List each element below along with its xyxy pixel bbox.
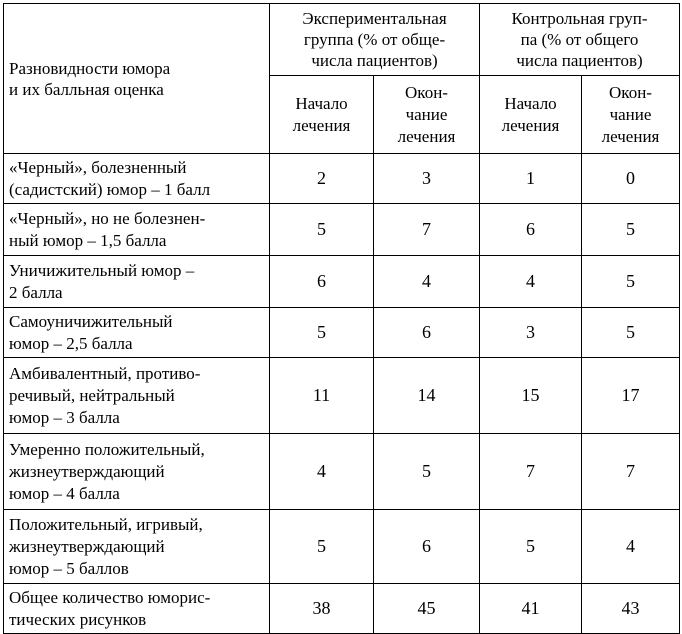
header-group-line: числа пациентов) bbox=[311, 51, 438, 70]
header-category-line: Разновидности юмора bbox=[9, 58, 171, 78]
row-label-line: тических рисунков bbox=[9, 609, 147, 629]
cell-ctrl-start: 3 bbox=[480, 308, 582, 358]
row-label-line: (садистский) юмор – 1 балл bbox=[9, 179, 211, 199]
row-label-line: Уничижительный юмор – bbox=[9, 260, 195, 280]
humor-table bbox=[3, 3, 680, 634]
row-label bbox=[4, 256, 270, 308]
cell-ctrl-end: 7 bbox=[582, 434, 680, 510]
cell-exp-start: 4 bbox=[270, 434, 374, 510]
cell-exp-end: 7 bbox=[374, 204, 480, 256]
header-group-line: Контрольная груп- bbox=[511, 9, 648, 28]
table-row bbox=[4, 204, 680, 256]
cell-ctrl-end: 0 bbox=[582, 154, 680, 204]
row-label-line: речивый, нейтральный bbox=[9, 385, 175, 405]
cell-exp-end: 6 bbox=[374, 510, 480, 584]
subheader-line: лечения bbox=[292, 115, 351, 135]
table-row bbox=[4, 256, 680, 308]
row-label bbox=[4, 204, 270, 256]
cell-ctrl-start: 6 bbox=[480, 204, 582, 256]
row-label-line: Положительный, игривый, bbox=[9, 514, 203, 534]
cell-ctrl-end: 5 bbox=[582, 204, 680, 256]
row-label-line: жизнеутверждающий bbox=[9, 461, 165, 481]
cell-ctrl-end: 5 bbox=[582, 256, 680, 308]
cell-exp-start: 11 bbox=[270, 358, 374, 434]
table-row bbox=[4, 584, 680, 634]
subheader-line: лечения bbox=[601, 126, 660, 146]
cell-ctrl-start: 15 bbox=[480, 358, 582, 434]
row-label bbox=[4, 358, 270, 434]
header-category-line: и их балльная оценка bbox=[9, 79, 164, 99]
table-row bbox=[4, 154, 680, 204]
cell-exp-start: 5 bbox=[270, 510, 374, 584]
row-label-line: 2 балла bbox=[9, 282, 63, 302]
row-label-line: Самоуничижительный bbox=[9, 311, 173, 331]
row-label-line: юмор – 4 балла bbox=[9, 483, 120, 503]
subheader-line: Окон- bbox=[405, 82, 448, 102]
subheader-line: лечения bbox=[397, 126, 456, 146]
cell-exp-end: 6 bbox=[374, 308, 480, 358]
row-label bbox=[4, 308, 270, 358]
subheader-exp-end bbox=[374, 76, 480, 154]
subheader-line: Начало bbox=[504, 93, 557, 113]
row-label-line: юмор – 3 балла bbox=[9, 407, 120, 427]
cell-ctrl-start: 5 bbox=[480, 510, 582, 584]
table-row bbox=[4, 358, 680, 434]
cell-ctrl-end: 17 bbox=[582, 358, 680, 434]
subheader-line: лечения bbox=[501, 115, 560, 135]
subheader-line: чание bbox=[405, 104, 448, 124]
row-label-line: Общее количество юморис- bbox=[9, 587, 211, 607]
row-label-line: юмор – 2,5 балла bbox=[9, 333, 133, 353]
row-label bbox=[4, 584, 270, 634]
row-label-line: юмор – 5 баллов bbox=[9, 558, 129, 578]
header-group-line: па (% от общего bbox=[520, 30, 639, 49]
header-category bbox=[4, 4, 270, 154]
row-label bbox=[4, 154, 270, 204]
row-label bbox=[4, 510, 270, 584]
table-row bbox=[4, 510, 680, 584]
row-label bbox=[4, 434, 270, 510]
cell-ctrl-start: 7 bbox=[480, 434, 582, 510]
cell-exp-start: 5 bbox=[270, 308, 374, 358]
subheader-ctrl-end bbox=[582, 76, 680, 154]
row-label-line: Амбивалентный, противо- bbox=[9, 363, 201, 383]
subheader-exp-start bbox=[270, 76, 374, 154]
subheader-line: Окон- bbox=[609, 82, 652, 102]
row-label-line: ный юмор – 1,5 балла bbox=[9, 230, 167, 250]
cell-exp-end: 45 bbox=[374, 584, 480, 634]
header-group-line: Экспериментальная bbox=[302, 9, 447, 28]
cell-exp-end: 14 bbox=[374, 358, 480, 434]
header-group-line: числа пациентов) bbox=[516, 51, 643, 70]
header-group-line: группа (% от обще- bbox=[303, 30, 446, 49]
row-label-line: жизнеутверждающий bbox=[9, 536, 165, 556]
cell-ctrl-start: 41 bbox=[480, 584, 582, 634]
table-row bbox=[4, 434, 680, 510]
cell-exp-end: 4 bbox=[374, 256, 480, 308]
row-label-line: «Черный», но не болезнен- bbox=[9, 208, 206, 228]
cell-exp-end: 3 bbox=[374, 154, 480, 204]
row-label-line: «Черный», болезненный bbox=[9, 157, 187, 177]
row-label-line: Умеренно положительный, bbox=[9, 439, 205, 459]
cell-exp-start: 6 bbox=[270, 256, 374, 308]
cell-exp-end: 5 bbox=[374, 434, 480, 510]
subheader-ctrl-start bbox=[480, 76, 582, 154]
cell-ctrl-end: 43 bbox=[582, 584, 680, 634]
cell-exp-start: 2 bbox=[270, 154, 374, 204]
header-control-group bbox=[480, 4, 680, 76]
cell-ctrl-start: 4 bbox=[480, 256, 582, 308]
table-row bbox=[4, 308, 680, 358]
cell-ctrl-end: 4 bbox=[582, 510, 680, 584]
subheader-line: чание bbox=[609, 104, 652, 124]
subheader-line: Начало bbox=[295, 93, 348, 113]
cell-exp-start: 5 bbox=[270, 204, 374, 256]
cell-ctrl-start: 1 bbox=[480, 154, 582, 204]
cell-exp-start: 38 bbox=[270, 584, 374, 634]
cell-ctrl-end: 5 bbox=[582, 308, 680, 358]
header-experimental-group bbox=[270, 4, 480, 76]
